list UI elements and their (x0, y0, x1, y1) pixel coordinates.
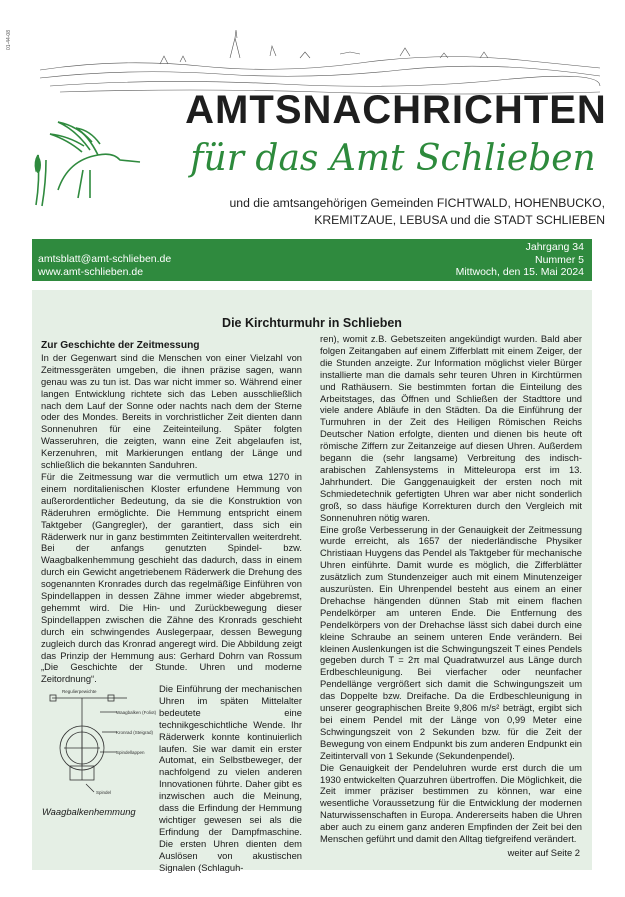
issue-volume: Jahrgang 34 (525, 241, 584, 253)
paragraph: In der Gegenwart sind die Menschen von einer Vielzahl von Zeitmessgeräten umgeben, die ihnen präzise sagen, wann genau was zu tun ist. Das war nicht immer so. Während einer langen Entwicklung richtete sich das Leben ausschließlich nach dem Lauf der Sonne oder nachts nach dem der Sterne oder des Mondes. Bereits in vorchristlicher Zeit dienten dann Sonnenuhren für eine Zeiteinteilung. Später folgten Wasseruhren, die zeigten, wann eine Zeit abgelaufen ist, Kerzenuhren, mit Markierungen entlang der Länge und schließlich die bekannten Sanduhren. (41, 351, 302, 471)
figure-label: Spindellappen (116, 750, 145, 755)
figure-label: Kronrad (Steigrad) (116, 730, 154, 735)
paragraph: Eine große Verbesserung in der Genauigkeit der Zeitmessung wurde erreicht, als 1657 der niederländische Physiker Christiaan Huygens das Pendel als Taktgeber für mechanische Uhren einführte. Damit wurde es möglich, die Zifferblätter zusätzlich zum Stundenzeiger auch mit einem Minutenzeiger auszurüsten. Ein Uhrenpendel besteht aus einem an einer Drehachse hängenden dünnen Stab mit einem flachen Pendelkörper am unteren Ende. Die Entfernung des Pendelkörpers von der Drehachse lässt sich dabei durch eine kleine Schraube an seinem unteren Ende verändern. Bei kleinen Auslenkungen ist die Schwingungszeit T eines Pendels gegeben durch T = 2π mal Quadratwurzel aus Länge durch Erdbeschleunigung. Bei vierfacher oder neunfacher Pendellänge vergrößert sich damit die Schwingungszeit um das Doppelte bzw. Dreifache. Da die Erdbeschleunigung in unserer geographischen Breite 9,806 m/s² beträgt, ergibt sich bei einem Pendel mit der Länge von 0,99 Meter eine Schwingungszeit von 2 Sekunden bzw. für die Zeit der Bewegung von einem Endpunkt bis zum anderen Endpunkt ein Zeitintervall von 1 Sekunde (Sekundenpendel). (320, 523, 582, 761)
figure-label: Spindel (96, 790, 112, 795)
issue-date: Mittwoch, den 15. Mai 2024 (455, 266, 584, 278)
heron-logo (28, 100, 148, 210)
paragraph: Die Einführung der mechanischen Uhren im späten Mittelalter bedeutete eine technikgeschichtliche Wende. Ihr Räderwerk konnte kontinuierlich laufen. Sie war damit ein erster Automat, ein Selbstbeweger, der nachfolgend zu vielen anderen Innovationen führte. Daher gibt es inzwischen auch die Meinung, dass die Erfindung der Hemmung wichtiger gewesen sei als die Erfindung der Dampfmaschine. Die ersten Uhren dienten dem Auslösen von akustischen Signalen (Schlaguh- (159, 683, 302, 873)
figure-label: Waagbalken (Foliot) (116, 710, 157, 715)
article-column-left-lower (159, 683, 302, 874)
contact-block (38, 253, 171, 279)
website-link[interactable]: www.amt-schlieben.de (38, 266, 144, 278)
masthead-subtitle-line1: und die amtsangehörigen Gemeinden FICHTWALD, HOHENBUCKO, (229, 196, 605, 210)
article-title: Die Kirchturmuhr in Schlieben (222, 316, 402, 330)
paragraph: ren), womit z.B. Gebetszeiten angekündigt wurden. Bald aber folgen Zeitangaben auf einem Zifferblatt mit einem Zeiger, der die Stunden anzeigte. Zur Information möglichst vieler Bürger installierte man die damals sehr teuren Uhren in Kirchtürmen und Rathäusern. Sie bestimmten fortan die Einteilung des Arbeitstages, das Öffnen und Schließen der Stadttore und viele andere Abläufe in den Städten. Da die Einführung der Turmuhren in der Zeit des Heiligen Römischen Reichs Deutscher Nation erfolgte, dienten und dienen bis heute oft römische Ziffern zur Zeitanzeige auf diesen Uhren. Außerdem begann die (sehr langsame) Verbreitung des indisch-arabischen Zahlensystems in Mitteleuropa erst im 13. Jahrhundert. Die Ganggenauigkeit der ersten noch mit Schmiedetechnik gefertigten Uhren war aber nicht sonderlich groß, so dass häufige Korrekturen durch den Vergleich mit Sonnenuhren nötig waren. (320, 333, 582, 523)
print-code: 01-44-08 (6, 30, 12, 51)
masthead-title: AMTSNACHRICHTEN (185, 88, 607, 132)
town-skyline-illustration (40, 8, 600, 98)
continued-link[interactable]: weiter auf Seite 2 (507, 847, 580, 858)
masthead-subtitle-line2: KREMITZAUE, LEBUSA und die STADT SCHLIEBEN (314, 213, 605, 227)
issue-number: Nummer 5 (534, 253, 584, 266)
paragraph: Für die Zeitmessung war die vermutlich um etwa 1270 in einem norditalienischen Kloster erfundene Hemmung von außerordentlicher Bedeutung, da sie die Konstruktion von Räderuhren ermöglichte. Die Hemmung entspricht einem Taktgeber (Gangregler), der garantiert, dass sich ein Räderwerk nur in ganz bestimmten Zeitintervallen weiterdreht. Bei der anfangs genutzten Spindel- bzw. Waagbalkenhemmung geschieht das dadurch, dass in einem durch ein Gewicht angetriebenem Räderwerk die Drehung des sogenannten Kronrades durch das regelmäßige Einführen von Spindellappen in dessen Zähne immer wieder abgebremst, gehemmt wird. Die Hin- und Zurückbewegung dieser Spindellappen zwischen die Zähne des Kronrads geschieht durch ein schwingendes Auslegerpaar, dessen Bewegung zugleich durch das Kronrad angeregt wird. Die Abbildung zeigt das Prinzip der Hemmung aus: Gerhard Dohrn van Rossum „Die Geschichte der Stunde. Uhren und moderne Zeitordnung“. (41, 470, 302, 685)
article-subhead: Zur Geschichte der Zeitmessung (41, 340, 200, 351)
info-band (32, 239, 592, 281)
issue-block (456, 241, 584, 279)
paragraph: Die Genauigkeit der Pendeluhren wurde erst durch die um 1930 entwickelten Quarzuhren übertroffen. Die Möglichkeit, die Zeit immer präziser bestimmen zu können, war eine wesentliche Voraussetzung für die Entwicklung der modernen Naturwissenschaften in Europa. Andererseits haben die Uhren aber auch zu einem ganz anderen Empfinden der Zeit bei den Menschen geführt und damit den Alltag tiefgreifend verändert. (320, 761, 582, 845)
figure-label: Regulierpewichte (62, 689, 97, 694)
article-column-left (41, 340, 302, 685)
article-panel (32, 290, 592, 873)
article-column-right (320, 333, 582, 845)
figure-caption: Waagbalkenhemmung (42, 806, 136, 817)
masthead-script-title: für das Amt Schlieben (190, 138, 596, 179)
email-link[interactable]: amtsblatt@amt-schlieben.de (38, 253, 172, 265)
escapement-diagram (42, 688, 157, 798)
